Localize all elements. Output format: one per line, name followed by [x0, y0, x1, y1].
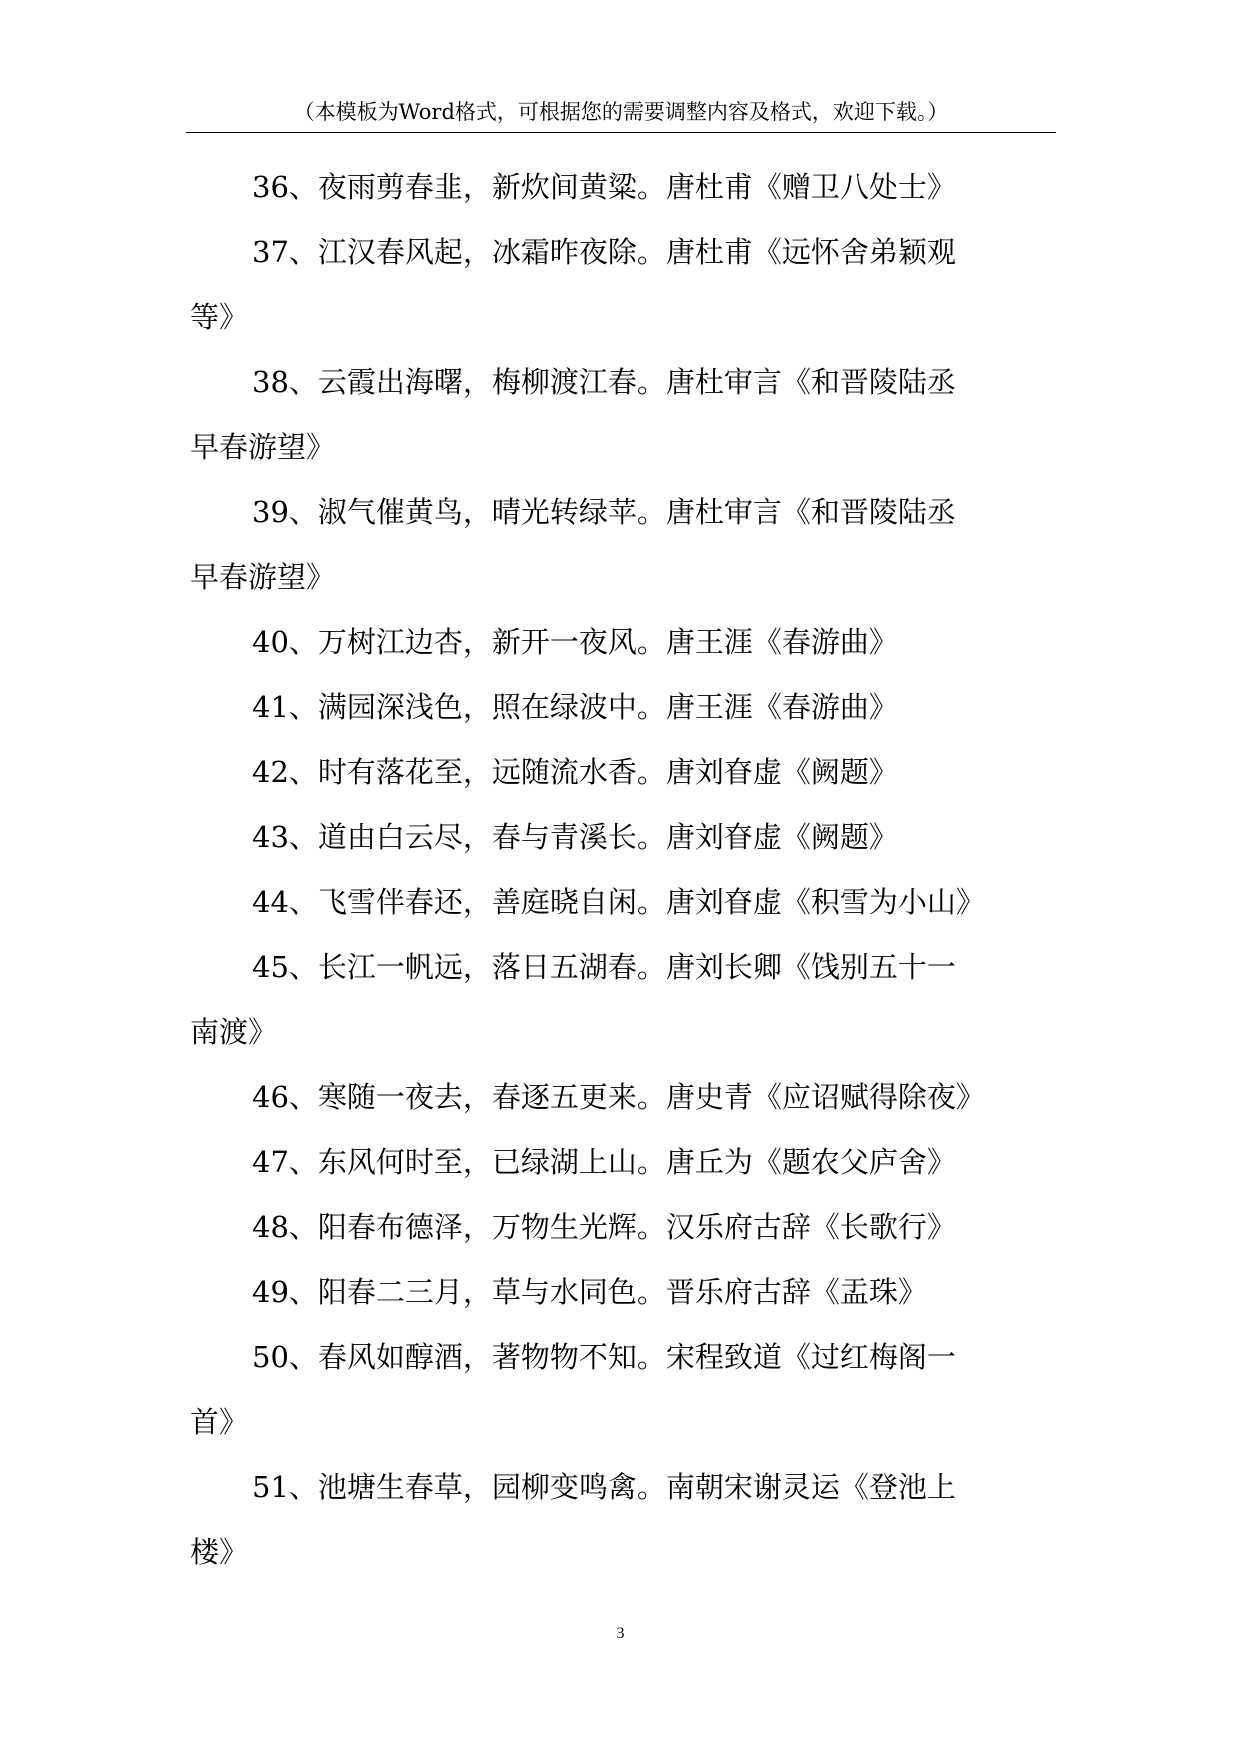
- verse-line-continuation: 首》: [190, 1405, 249, 1439]
- verse-line: 37、江汉春风起，冰霜昨夜除。唐杜甫《远怀舍弟颖观: [252, 235, 956, 269]
- page-number: 3: [616, 1625, 625, 1642]
- verse-line: 44、飞雪伴春还，善庭晓自闲。唐刘眘虚《积雪为小山》: [252, 885, 985, 919]
- verse-line: 45、长江一帆远，落日五湖春。唐刘长卿《饯别五十一: [252, 950, 956, 984]
- verse-line: 49、阳春二三月，草与水同色。晋乐府古辞《盂珠》: [252, 1275, 927, 1309]
- header-divider: [186, 132, 1056, 133]
- verse-line-continuation: 南渡》: [190, 1015, 278, 1049]
- verse-line: 51、池塘生春草，园柳变鸣禽。南朝宋谢灵运《登池上: [252, 1470, 956, 1504]
- verse-line-continuation: 早春游望》: [190, 430, 336, 464]
- document-body: [190, 155, 1060, 1585]
- verse-line: 43、道由白云尽，春与青溪长。唐刘眘虚《阙题》: [252, 820, 898, 854]
- verse-line: 38、云霞出海曙，梅柳渡江春。唐杜审言《和晋陵陆丞: [252, 365, 956, 399]
- verse-line: 50、春风如醇酒，著物物不知。宋程致道《过红梅阁一: [252, 1340, 956, 1374]
- verse-line-continuation: 等》: [190, 300, 249, 334]
- verse-line: 36、夜雨剪春韭，新炊间黄粱。唐杜甫《赠卫八处士》: [252, 170, 956, 204]
- verse-line: 39、淑气催黄鸟，晴光转绿苹。唐杜审言《和晋陵陆丞: [252, 495, 956, 529]
- verse-line: 47、东风何时至，已绿湖上山。唐丘为《题农父庐舍》: [252, 1145, 956, 1179]
- verse-line-continuation: 楼》: [190, 1535, 249, 1569]
- verse-line: 40、万树江边杏，新开一夜风。唐王涯《春游曲》: [252, 625, 898, 659]
- verse-line-continuation: 早春游望》: [190, 560, 336, 594]
- verse-line: 48、阳春布德泽，万物生光辉。汉乐府古辞《长歌行》: [252, 1210, 956, 1244]
- verse-line: 46、寒随一夜去，春逐五更来。唐史青《应诏赋得除夜》: [252, 1080, 985, 1114]
- page-header: （本模板为Word格式，可根据您的需要调整内容及格式，欢迎下载。）: [293, 100, 949, 124]
- verse-line: 42、时有落花至，远随流水香。唐刘眘虚《阙题》: [252, 755, 898, 789]
- verse-line: 41、满园深浅色，照在绿波中。唐王涯《春游曲》: [252, 690, 898, 724]
